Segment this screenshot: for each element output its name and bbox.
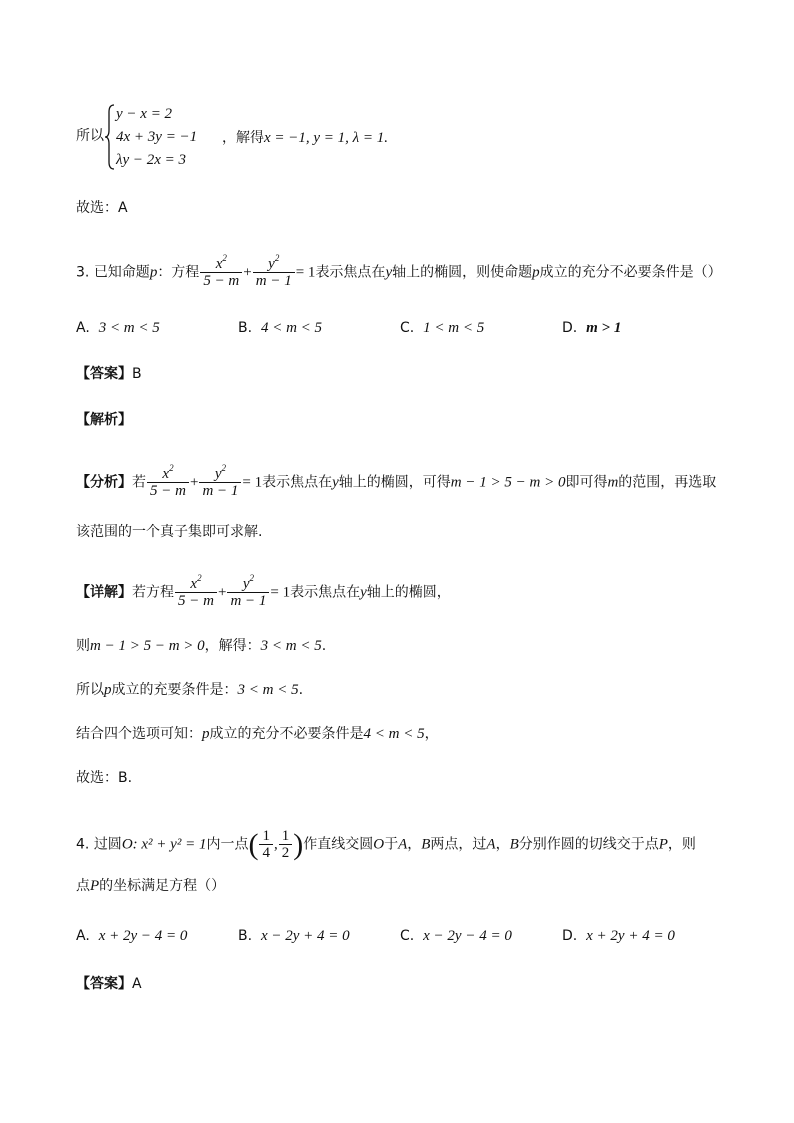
detail-step-3: [76, 724, 439, 744]
answer-select-b: 故选：B.: [76, 770, 133, 786]
frac-num: 1: [259, 828, 273, 845]
point-p: P: [90, 878, 100, 894]
question-4-line-2: [76, 876, 225, 896]
option-label: C.: [400, 320, 415, 336]
plus-sign: +: [189, 474, 199, 491]
frac-num: x: [162, 466, 170, 482]
q3-text: 成立的充分不必要条件是（）: [539, 264, 722, 281]
frac-num: 1: [279, 828, 293, 845]
analysis-line-1: [76, 463, 717, 499]
q3-text: ：方程: [157, 264, 200, 281]
step-end: .: [321, 638, 327, 654]
fraction-y2: $\frac{y^2}{m - 1}$: [199, 466, 241, 499]
analysis-tag: 【分析】: [76, 474, 132, 491]
frac-den: m − 1: [202, 483, 239, 499]
point-y-fraction: [279, 828, 293, 861]
option-value: m > 1: [586, 320, 622, 336]
q4-text: 分别作圆的切线交于点: [518, 836, 659, 853]
q4-text: ，: [407, 836, 422, 853]
equals-one: = 1: [270, 584, 291, 601]
right-paren-icon: ): [293, 827, 304, 861]
question-4-line-1: 4. 过圆O: x² + y² = 1内一点( $\frac{1}{4}$ , $\frac{1}{2}$ )作直线交圆O于A，B两点，过A，B分别作圆的切线交于点P，则: [76, 827, 696, 861]
option-label: D.: [562, 928, 578, 944]
point-b: B: [421, 836, 431, 853]
answer-select-a: 故选：A: [76, 200, 128, 216]
equals-one: = 1: [295, 264, 316, 281]
frac-num: y: [268, 256, 275, 272]
q4-text: 作直线交圆: [303, 836, 374, 853]
question-3: [76, 253, 722, 289]
frac-den: m − 1: [230, 593, 267, 609]
question-number: 4.: [76, 836, 90, 853]
option-value: 4 < m < 5: [260, 320, 323, 336]
point-a: A: [398, 836, 408, 853]
detail-step-1: [76, 636, 326, 656]
q4-text: 于: [384, 836, 399, 853]
proposition-p: p: [104, 682, 112, 698]
proposition-p: p: [202, 726, 210, 742]
detail-text: 若方程: [132, 584, 174, 601]
q4-text: 点: [76, 878, 90, 894]
inequality: m − 1 > 5 − m > 0: [90, 638, 205, 654]
detail-tag: 【详解】: [76, 584, 132, 601]
left-brace-icon: [104, 104, 116, 170]
step-text: 则: [76, 638, 90, 654]
step-text: ，解得：: [204, 638, 261, 654]
frac-den: 2: [281, 845, 290, 861]
solution-values: x = −1, y = 1, λ = 1.: [264, 130, 389, 146]
frac-num: y: [242, 576, 250, 592]
y-axis-var: y: [332, 474, 339, 491]
q3-text: 表示焦点在: [315, 264, 386, 281]
option-label: C.: [400, 928, 415, 944]
system-solution: [222, 128, 388, 148]
plus-sign: +: [243, 264, 252, 281]
option-label: A.: [76, 928, 90, 944]
option-value: x + 2y − 4 = 0: [98, 928, 188, 944]
option-label: D.: [562, 320, 578, 336]
q4-option-c: [400, 926, 512, 946]
system-row-1: y − x = 2: [116, 106, 173, 122]
q4-option-a: [76, 926, 187, 946]
q4-option-b: [238, 926, 350, 946]
equals-one: = 1: [242, 474, 263, 491]
frac-den: 4: [262, 845, 270, 861]
frac-den: 5 − m: [178, 593, 214, 609]
option-value: 1 < m < 5: [423, 320, 485, 336]
option-value: x + 2y + 4 = 0: [586, 928, 675, 944]
fraction-y2: $\frac{y^2}{m - 1}$: [227, 576, 269, 609]
step-result: 4 < m < 5: [363, 726, 425, 742]
option-value: x − 2y + 4 = 0: [260, 928, 350, 944]
frac-den: 5 − m: [203, 273, 240, 289]
q4-option-d: [562, 926, 675, 946]
step-end: .: [298, 682, 304, 698]
detail-text: 表示焦点在: [290, 584, 361, 601]
point-b: B: [509, 836, 519, 853]
frac-num: x: [215, 256, 223, 272]
step-result: 3 < m < 5: [237, 682, 299, 698]
analysis-text: 轴上的椭圆，可得: [338, 474, 451, 491]
step-text: 成立的充要条件是：: [111, 682, 238, 698]
answer-tag: 【答案】: [76, 366, 132, 382]
step-text: 结合四个选项可知：: [76, 726, 202, 742]
step-end: ，: [424, 726, 439, 742]
option-label: A.: [76, 320, 90, 336]
q4-text: 内一点: [206, 836, 249, 853]
proposition-p: p: [532, 264, 540, 281]
q4-text: ，: [495, 836, 510, 853]
answer-value: B: [132, 366, 142, 382]
system-prefix: 所以: [76, 128, 104, 144]
q3-option-d: [562, 318, 621, 338]
answer-value: A: [132, 976, 142, 992]
detail-line-1: [76, 573, 451, 609]
analysis-text: 若: [132, 474, 146, 491]
frac-den: 5 − m: [150, 483, 186, 499]
frac-den: m − 1: [255, 273, 292, 289]
q3-text: 已知命题: [93, 264, 150, 281]
q4-answer: [76, 974, 142, 994]
analysis-line-2: 该范围的一个真子集即可求解.: [76, 524, 263, 540]
step-text: 所以: [76, 682, 104, 698]
solution-label: ，解得: [222, 130, 264, 146]
question-number: 3.: [76, 264, 90, 281]
y-axis-var: y: [360, 584, 367, 601]
inequality: m − 1 > 5 − m > 0: [450, 474, 566, 491]
q4-text: 过圆: [93, 836, 122, 853]
step-text: 成立的充分不必要条件是: [209, 726, 364, 742]
analysis-text: 即可得: [565, 474, 608, 491]
circle-equation: : x² + y² = 1: [132, 836, 207, 853]
frac-num: x: [190, 576, 198, 592]
point-p: P: [658, 836, 668, 853]
detail-step-2: [76, 680, 303, 700]
y-axis-var: y: [385, 264, 393, 281]
system-row-3: λy − 2x = 3: [116, 152, 187, 168]
circle-o: O: [373, 836, 385, 853]
q3-option-c: [400, 318, 484, 338]
q3-answer: [76, 364, 142, 384]
q3-option-a: [76, 318, 160, 338]
q4-text: 两点，过: [430, 836, 487, 853]
option-label: B.: [238, 928, 253, 944]
frac-num: y: [214, 466, 222, 482]
option-value: 3 < m < 5: [98, 320, 160, 336]
q4-text: 的坐标满足方程（）: [99, 878, 226, 894]
analysis-heading: 【解析】: [76, 412, 132, 428]
analysis-text: 的范围，再选取: [618, 474, 717, 491]
fraction-x2: $\frac{x^2}{5 - m}$: [200, 256, 242, 289]
point-a: A: [486, 836, 496, 853]
option-value: x − 2y − 4 = 0: [423, 928, 512, 944]
fraction-x2: $\frac{x^2}{5 - m}$: [147, 466, 189, 499]
answer-tag: 【答案】: [76, 976, 132, 992]
var-m: m: [607, 474, 619, 491]
step-result: 3 < m < 5: [260, 638, 322, 654]
plus-sign: +: [217, 584, 227, 601]
analysis-text: 表示焦点在: [262, 474, 333, 491]
system-row-2: 4x + 3y = −1: [116, 129, 198, 145]
option-label: B.: [238, 320, 253, 336]
left-paren-icon: (: [248, 827, 259, 861]
detail-text: 轴上的椭圆，: [366, 584, 451, 601]
circle-o: O: [121, 836, 133, 853]
q3-option-b: [238, 318, 322, 338]
q4-text: ，则: [667, 836, 696, 853]
fraction-y2: $\frac{y^2}{m - 1}$: [253, 256, 295, 289]
point-x-fraction: [259, 828, 273, 861]
q3-text: 轴上的椭圆，则使命题: [392, 264, 533, 281]
fraction-x2: $\frac{x^2}{5 - m}$: [175, 576, 217, 609]
proposition-p: p: [149, 264, 158, 281]
